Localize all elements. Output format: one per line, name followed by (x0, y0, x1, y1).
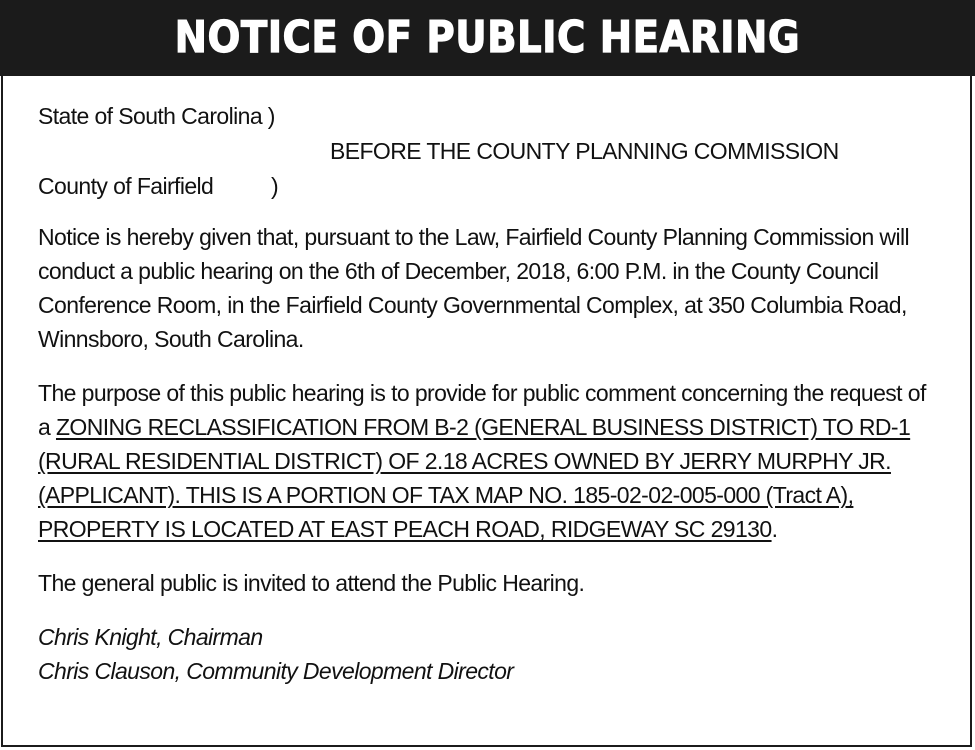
signature-block (38, 620, 943, 688)
notice-header (0, 0, 975, 76)
case-caption (38, 96, 943, 204)
notice-paragraph: Notice is hereby given that, pursuant to the Law, Fairfield County Planning Commission will conduct a public hearing on the 6th of December, 2018, 6:00 P.M. in the County Council Conference Room, in the Fairfield County Governmental Complex, at 350 Columbia Road, Winnsboro, South Carolina. (38, 224, 909, 352)
notice-body (38, 96, 943, 688)
caption-county-paren: ) (271, 173, 279, 199)
signature-chairman: Chris Knight, Chairman (38, 624, 263, 650)
purpose-intro: The purpose of this public hearing is to provide for public comment concerning the request of a (38, 380, 926, 440)
caption-before-commission: BEFORE THE COUNTY PLANNING COMMISSION (330, 138, 839, 164)
signature-director: Chris Clauson, Community Development Director (38, 658, 514, 684)
caption-state: State of South Carolina ) (38, 103, 275, 129)
caption-county: County of Fairfield (38, 173, 214, 199)
purpose-paragraph (38, 376, 943, 546)
invite-paragraph: The general public is invited to attend the Public Hearing. (38, 570, 585, 596)
purpose-request-underlined: ZONING RECLASSIFICATION FROM B-2 (GENERAL BUSINESS DISTRICT) TO RD-1 (RURAL RESIDENTIAL DISTRICT) OF 2.18 ACRES OWNED BY JERRY MURPHY JR. (APPLICANT). THIS IS A PORTION OF TAX MAP NO. 185-02-02-005-000 (Tract A), PROPERTY IS LOCATED AT EAST PEACH ROAD, RIDGEWAY SC 29130 (38, 414, 911, 542)
notice-title: NOTICE OF PUBLIC HEARING (174, 12, 801, 63)
purpose-end: . (771, 516, 778, 542)
